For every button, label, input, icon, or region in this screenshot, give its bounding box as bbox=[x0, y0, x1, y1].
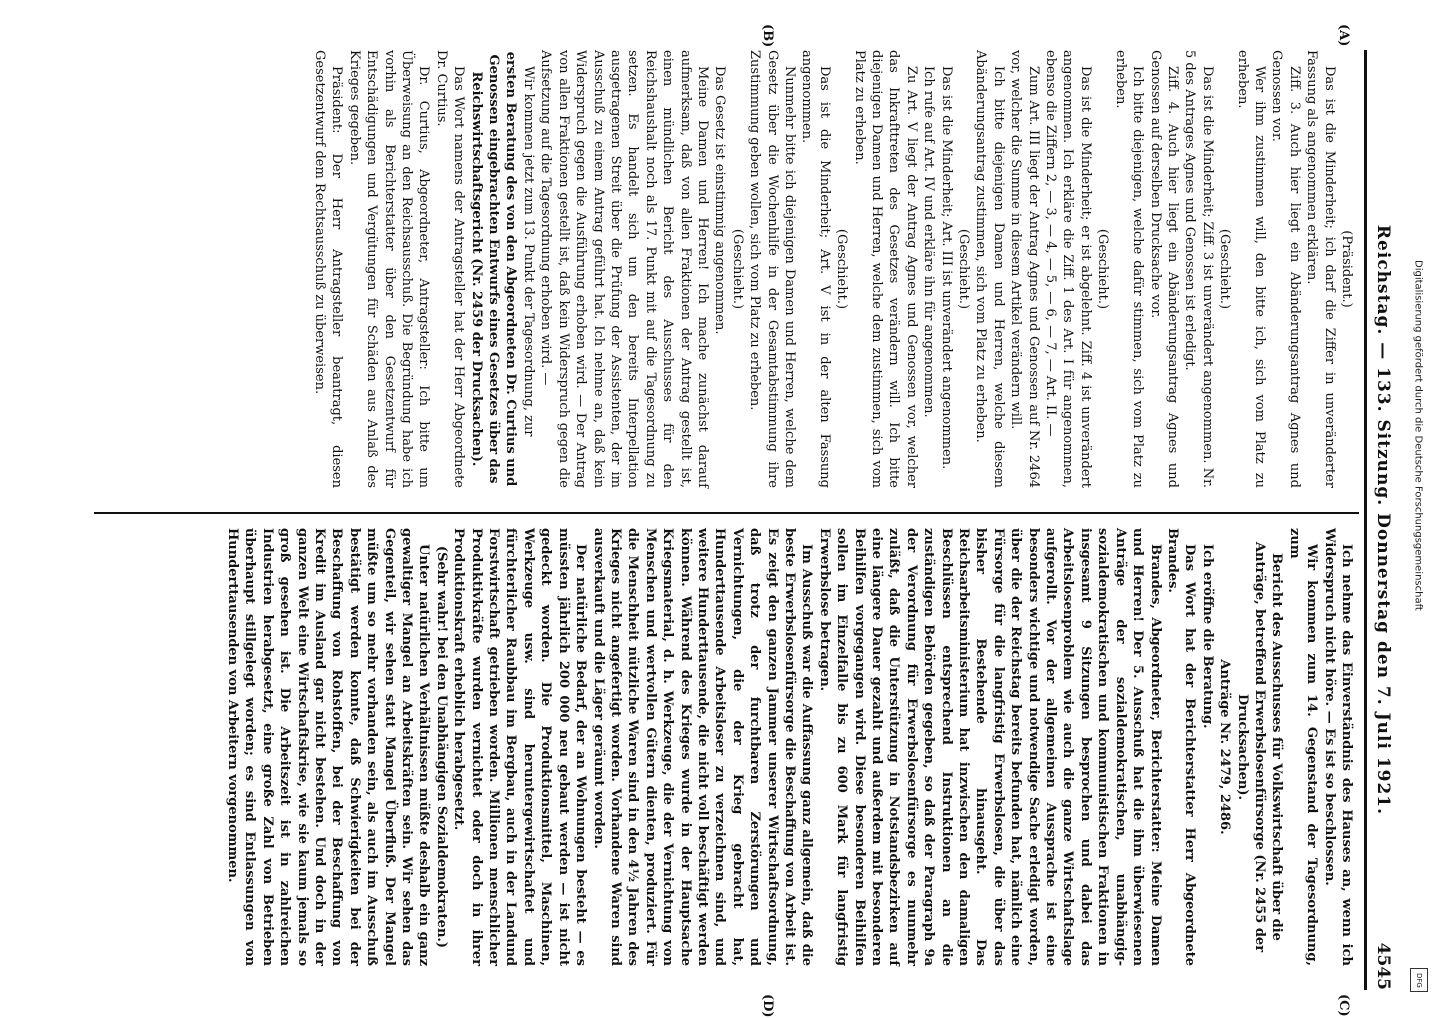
left-column-paragraph: Das ist die Minderheit; Art. V ist in der alten Fassung angenommen. bbox=[799, 50, 832, 488]
page-title: Reichstag. — 133. Sitzung. Donnerstag den 7. Juli 1921. bbox=[1373, 224, 1393, 816]
left-column-paragraph: (Geschieht.) bbox=[834, 228, 850, 310]
right-column-paragraph: Ich nehme das Einverständnis des Hauses an, wenn ich Widerspruch nicht höre. — Es ist so beschlossen. bbox=[1321, 528, 1354, 966]
left-column-paragraph: Ich rufe auf Art. IV und erkläre ihn für angenommen. bbox=[921, 66, 937, 418]
left-column-paragraph: (Präsident.) bbox=[1339, 230, 1354, 308]
left-column-paragraph: Ziff. 4. Auch hier liegt ein Abänderungsantrag Agnes und Genossen auf derselben Drucksache vor. bbox=[1147, 50, 1180, 488]
column-divider bbox=[94, 512, 1359, 514]
left-column bbox=[311, 50, 1355, 488]
right-column-paragraph: Das Wort hat der Berichterstatter Herr Abgeordnete Brandes. bbox=[1164, 528, 1198, 966]
left-column-paragraph: Wer ihm zustimmen will, den bitte ich, sich vom Platz zu erheben. bbox=[1234, 50, 1267, 488]
rotated-page-content bbox=[85, 24, 1395, 1018]
left-column-paragraph: ersten Beratung des von den Abgeordneten Dr. Curtius und Genossen eingebrachten Entwurfs eines Gesetzes über das Reichswirtschaftsgericht (Nr. 2459 der Drucksachen). bbox=[468, 51, 519, 487]
right-column-paragraph: Ich eröffne die Beratung. bbox=[1199, 544, 1215, 729]
right-column-paragraph: Im Ausschuß war die Auffassung ganz allgemein, daß die beste Erwerbslosenfürsorge die Beschaffung von Arbeit ist. Es zeigt den ganzen Jammer unserer Wirtschaftsordnung, daß trotz der furchtbaren Zerstörungen und Vernichtungen, die der Krieg gebracht hat, Hunderttausende Arbeitsloser zu verzeichnen sind, und weitere Hunderttausende, die nicht voll beschäftigt werden können. Während des Krieges wurde in der Hauptsache Kriegsmaterial, d. h. Werkzeuge, die der Vernichtung von Menschen und wertvollen Gütern dienten, produziert. Für die Menschheit nützliche Waren sind in den 4½ Jahren des Krieges nicht angefertigt worden. Vorhandene Waren sind ausverkauft und die Läger geräumt worden. bbox=[590, 528, 815, 966]
left-column-paragraph: Das ist die Minderheit; Art. III ist unverändert angenommen. bbox=[938, 66, 954, 470]
running-header bbox=[1365, 50, 1395, 990]
left-column-paragraph: Meine Damen und Herren! Ich mache zunächst darauf aufmerksam, daß von allen Fraktionen der Antrag gestellt ist, einen mündlichen Bericht des Ausschusses für den Reichshaushalt noch als 17. Punkt mit auf die Tagesordnung zu setzen. Es handelt sich um den bereits Interpellation ausgetragenen Streit über die Prüfung der Assistenten, der im Ausschuß zu einem Antrag geführt hat. Ich nehme an, daß kein Widerspruch gegen die Ausführung erhoben wird. — Der Antrag von allen Fraktionen gestellt ist, daß kein Widerspruch gegen die Aufsetzung auf die Tagesordnung erhoben wird. — bbox=[538, 50, 710, 488]
right-column-paragraph: Brandes, Abgeordneter, Berichterstatter: Meine Damen und Herren! Der 5. Ausschuß hat die ihm überwiesenen Anträge der sozialdemokratischen, unabhängig-sozialdemokratischen und kommunistischen Fraktionen in insgesamt 9 Sitzungen besprochen und dabei das Arbeitslosenproblem wie auch die ganze Wirtschaftslage aufgerollt. Vor der allgemeinen Aussprache ist eine besonders wichtige und notwendige Sache erledigt worden, über die der Reichstag bereits befunden hat, nämlich eine Fürsorge für die langfristig Erwerbslosen, die über das bisher Bestehende hinausgeht. Das Reichsarbeitsministerium hat inzwischen den damaligen Beschlüssen entsprechend Instruktionen an die zuständigen Behörden gegeben, so daß der Paragraph 9a der Verordnung für Erwerbslosenfürsorge es nunmehr zuläßt, daß die Unterstützung in Notstandsbezirken auf eine längere Dauer gezahlt und außerdem mit besonderen Beihilfen vorgegangen wird. Diese besonderen Beihilfen sollen im Einzelfalle bis zu 600 Mark für langfristig Erwerbslose betragen. bbox=[816, 528, 1163, 966]
dfg-logo bbox=[1410, 968, 1428, 992]
page-number: 4545 bbox=[1373, 942, 1393, 990]
margin-mark-b: (B) bbox=[760, 24, 775, 48]
header-rule bbox=[1364, 50, 1367, 990]
left-column-paragraph: (Geschieht.) bbox=[1095, 228, 1111, 310]
left-column-paragraph: (Geschieht.) bbox=[729, 228, 745, 310]
left-column-paragraph: Das ist die Minderheit; er ist abgelehnt. Ziff. 4 ist unverändert angenommen. Ich erkläre die Ziff. 1 des Art. I für angenommen, ebenso die Ziffern 2, — 3, — 4, — 5, — 6, — 7, — Art. II. — bbox=[1043, 50, 1093, 488]
left-column-paragraph: Das Wort namens der Antragsteller hat der Herr Abgeordnete Dr. Curtius. bbox=[433, 50, 467, 488]
left-column-paragraph: Präsident: Der Herr Antragsteller beantragt, diesen Gesetzentwurf dem Rechtsausschuß zu überweisen. bbox=[312, 50, 345, 488]
margin-mark-d: (D) bbox=[760, 994, 775, 1018]
right-column-paragraph: Unter natürlichen Verhältnissen müßte deshalb ein ganz gewaltiger Mangel an Arbeitskräften sein. Wir sehen das Gegenteil, wir sehen statt Mangel Überfluß. Der Mangel müßte um so mehr vorhanden sein, als auch im Ausschuß bestätigt werden konnte, daß Schwierigkeiten bei der Beschaffung von Rohstoffen, bei der Beschaffung von Kredit im Ausland gar nicht bestehen. Und doch in der ganzen Welt eine Wirtschaftskrise, wie sie kaum jemals so groß gesehen ist. Die Arbeitszeit ist in zahlreichen Industrien herabgesetzt, eine große Zahl von Betrieben überhaupt stillgelegt worden; es sind Entlassungen von Hunderttausenden von Arbeitern vorgenommen. bbox=[225, 528, 432, 966]
left-column-paragraph: Das Gesetz ist einstimmig angenommen. bbox=[712, 66, 728, 335]
left-column-paragraph: Dr. Curtius, Abgeordneter, Antragsteller: Ich bitte um Überweisung an den Reichsausschuß. Die Begründung habe ich vorhin als Berichterstatter über den Gesetzentwurf für Entschädigungen und Vergütungen für Schäden aus Anlaß des Krieges gegeben. bbox=[346, 50, 432, 488]
digitization-footer bbox=[1404, 260, 1432, 990]
left-column-paragraph: Zu Art. V liegt der Antrag Agnes und Genossen vor, welcher das Inkrafttreten des Gesetzes verändern will. Ich bitte diejenigen Damen und Herren, welche dem zustimmen, sich vom Platz zu erheben. bbox=[851, 50, 919, 488]
right-column-paragraph: Der natürliche Bedarf, der an Wohnungen besteht — es müssten jährlich 200 000 neu gebaut werden — ist nicht gedeckt worden. Die Produktionsmittel, Maschinen, Werkzeuge usw. sind heruntergewirtschaftet und fürchterlicher Raubbau im Bergbau, auch in der Landund Forstwirtschaft getrieben worden. Millionen menschlicher Produktivkräfte wurden vernichtet oder doch in ihrer Produktionskraft erheblich herabgesetzt. bbox=[451, 528, 589, 966]
left-column-paragraph: Ziff. 3. Auch hier liegt ein Abänderungsantrag Agnes und Genossen vor. bbox=[1269, 50, 1302, 488]
digitization-note: Digitalisierung gefördert durch die Deutsche Forschungsgemeinschaft bbox=[1412, 260, 1424, 611]
right-column-paragraph: Wir kommen zum 14. Gegenstand der Tagesordnung, zum bbox=[1286, 528, 1320, 966]
left-column-paragraph: Nunmehr bitte ich diejenigen Damen und Herren, welche dem Gesetz über die Wochenhilfe in der Gesamtabstimmung ihre Zustimmung geben wollen, sich vom Platz zu erheben. bbox=[747, 50, 797, 488]
left-column-paragraph: Wir kommen jetzt zum 13. Punkt der Tagesordnung, zur bbox=[520, 66, 536, 437]
right-column-paragraph: (Sehr wahr! bei den Unabhängigen Sozialdemokraten.) bbox=[433, 545, 449, 949]
margin-mark-c: (C) bbox=[1336, 994, 1351, 1017]
right-column-paragraph: Bericht des Ausschusses für Volkswirtschaft über die Anträge, betreffend Erwerbslosenfürsorge (Nr. 2455 der Drucksachen). bbox=[1234, 541, 1285, 953]
left-column-paragraph: Zum Art. III liegt der Antrag Agnes und Genossen auf Nr. 2464 vor, welcher die Summe in diesem Artikel verändern will. bbox=[1008, 50, 1041, 488]
left-column-paragraph: Das ist die Minderheit; ich darf die Ziffer in unveränderter Fassung als angenommen erklären. bbox=[1304, 50, 1337, 488]
left-column-paragraph: Ich bitte diejenigen Damen und Herren, welche diesem Abänderungsantrag zustimmen, sich vom Platz zu erheben. bbox=[973, 50, 1006, 488]
left-column-paragraph: (Geschieht.) bbox=[956, 228, 972, 310]
right-column bbox=[224, 528, 1355, 966]
left-column-paragraph: (Geschieht.) bbox=[1217, 228, 1233, 310]
margin-mark-a: (A) bbox=[1336, 24, 1351, 47]
left-column-paragraph: Ich bitte diejenigen, welche dafür stimmen, sich vom Platz zu erheben. bbox=[1112, 50, 1146, 488]
right-column-paragraph: Anträge Nr. 2479, 2486. bbox=[1217, 659, 1233, 835]
dfg-logo-text: DFG bbox=[1415, 972, 1423, 988]
left-column-paragraph: Das ist die Minderheit; Ziff. 3 ist unverändert angenommen. Nr. 5 des Antrages Agnes und Genossen ist erledigt. bbox=[1182, 50, 1215, 488]
